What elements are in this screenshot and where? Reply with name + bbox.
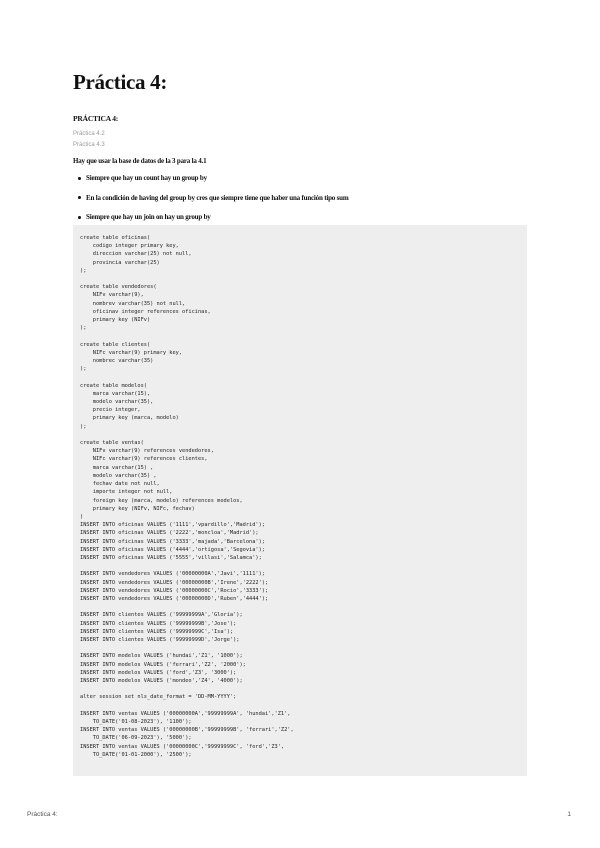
- bullet-list: [73, 172, 349, 231]
- bullet-item: [73, 192, 349, 212]
- page-number: 1: [567, 811, 571, 818]
- section-heading: PRÁCTICA 4:: [73, 114, 119, 123]
- bullet-dot-icon: [78, 177, 81, 180]
- bullet-item: [73, 172, 349, 192]
- toc-link-practica-4-3[interactable]: Práctica 4.3: [73, 142, 105, 148]
- bullet-dot-icon: [78, 216, 81, 219]
- toc-link-practica-4-2[interactable]: Práctica 4.2: [73, 131, 105, 137]
- bullet-text: Siempre que hay un count hay un group by: [86, 174, 207, 182]
- bullet-text: Siempre que hay un join on hay un group by: [86, 213, 211, 221]
- code-block: [73, 225, 527, 776]
- intro-text: Hay que usar la base de datos de la 3 para la 4.1: [73, 157, 207, 165]
- sql-code: create table oficinas( codigo integer primary key, direccion varchar(25) not null, provincia varchar(25) ); create table vendedores( NIFv varchar(9), nombrev varchar(35) not null, oficinav integer references oficinas, primary key (NIFv) ); create table clientes( NIFc varchar(9) primary key, nombrec varchar(35) ); create table modelos( marca varchar(15), modelo varchar(35), precio integer, primary key (marca, modelo) ); create table ventas( NIFv varchar(9) references vendedores, NIFc varchar(9) references clientes, marca varchar(15) , modelo varchar(35) , fechav date not null, importe integer not null, foreign key (marca, modelo) references modelos, primary key (NIFv, NIFc, fechav) ) INSERT INTO oficinas VALUES ('1111','vpardillo','Madrid'); INSERT INTO oficinas VALUES ('2222','moncloa','Madrid'); INSERT INTO oficinas VALUES ('3333','majada','Barcelona'); INSERT INTO oficinas VALUES ('4444','ortigosa','Segovia'); INSERT INTO oficinas VALUES ('5555','villasi','Salamca'); INSERT INTO vendedores VALUES ('00000000A','Javi','1111'); INSERT INTO vendedores VALUES ('00000000B','Irene','2222'); INSERT INTO vendedores VALUES ('00000000C','Rocio','3333'); INSERT INTO vendedores VALUES ('00000000D','Ruben','4444'); INSERT INTO clientes VALUES ('99999999A','Gloria'); INSERT INTO clientes VALUES ('99999999B','Jose'); INSERT INTO clientes VALUES ('99999999C','Isa'); INSERT INTO clientes VALUES ('99999999D','Jorge'); INSERT INTO modelos VALUES ('hundai','Z1', '1000'); INSERT INTO modelos VALUES ('ferrari','Z2', '2000'); INSERT INTO modelos VALUES ('ford','Z3', '3000'); INSERT INTO modelos VALUES ('mondeo','Z4', '4000'); alter session set nls_date_format = 'DD-MM-YYYY'; INSERT INTO ventas VALUES ('00000000A','99999999A', 'hundai','Z1', TO_DATE('01-08-2023'), '1100'); INSERT INTO ventas VALUES ('00000000B','99999999B', 'ferrari','Z2', TO_DATE('06-09-2023'), '5000'); INSERT INTO ventas VALUES ('00000000C','99999999C', 'ford','Z3', TO_DATE('01-01-2000'), '2500');: [80, 235, 294, 758]
- bullet-text: En la condición de having del group by cres que siempre tiene que haber una función tipo sum: [86, 193, 349, 202]
- footer-title: Práctica 4:: [27, 811, 58, 818]
- page-title: Práctica 4:: [73, 70, 168, 94]
- bullet-dot-icon: [78, 196, 81, 199]
